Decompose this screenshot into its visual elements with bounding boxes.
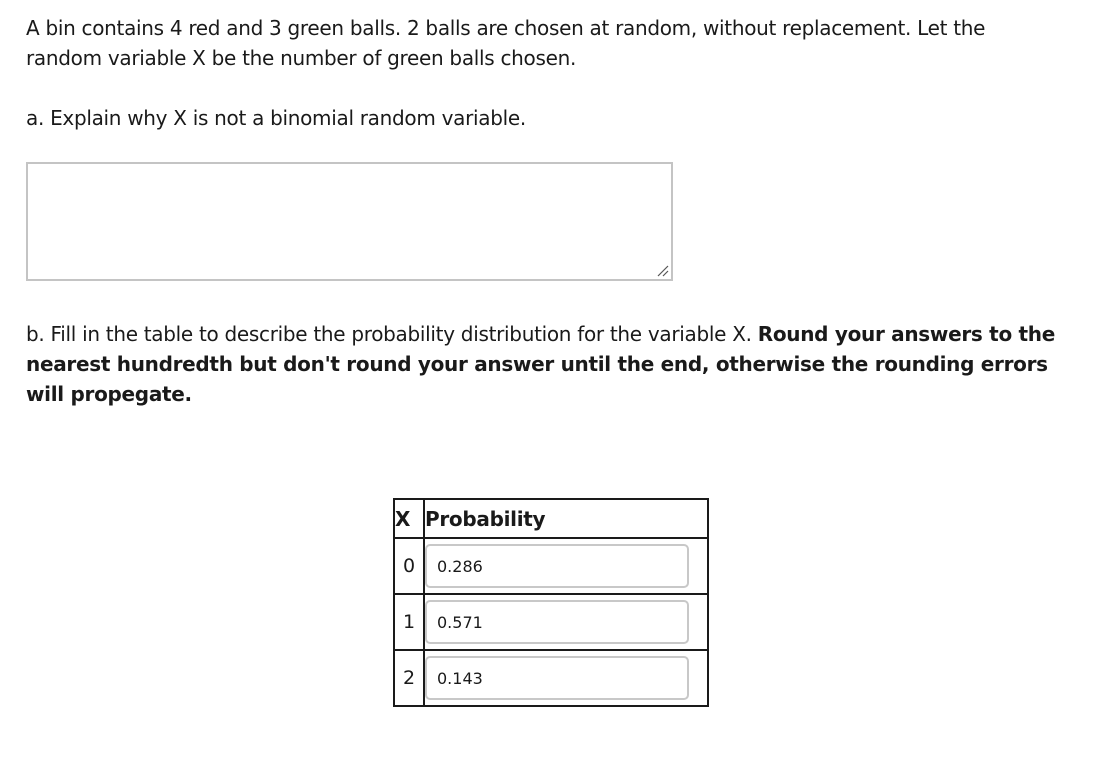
table-row — [394, 594, 708, 650]
part-b-prompt — [26, 319, 1066, 409]
question-intro: A bin contains 4 red and 3 green balls. 2 balls are chosen at random, without replacement. Let the random variable X be the number of green balls chosen. — [26, 16, 986, 70]
part-a-prompt: a. Explain why X is not a binomial random variable. — [26, 106, 526, 130]
probability-input-x2[interactable] — [425, 656, 689, 700]
table-header-row — [394, 499, 708, 538]
probability-cell — [424, 538, 708, 594]
x-value: 1 — [394, 594, 424, 650]
header-x: X — [394, 499, 424, 538]
resize-grip-icon[interactable] — [655, 263, 669, 277]
header-probability: Probability — [424, 499, 708, 538]
table-row — [394, 650, 708, 706]
part-b-rounding-note: Round your answers to the nearest hundredth but don't round your answer until the end, otherwise the rounding errors will propegate. — [26, 322, 1056, 406]
probability-cell — [424, 650, 708, 706]
probability-input-x1[interactable] — [425, 600, 689, 644]
probability-cell — [424, 594, 708, 650]
x-value: 0 — [394, 538, 424, 594]
table-row — [394, 538, 708, 594]
part-a-answer-box[interactable] — [26, 162, 673, 281]
probability-distribution-table — [393, 498, 709, 707]
part-b-instructions: b. Fill in the table to describe the probability distribution for the variable X. — [26, 322, 758, 346]
x-value: 2 — [394, 650, 424, 706]
part-a-answer-textarea[interactable] — [28, 164, 671, 279]
probability-input-x0[interactable] — [425, 544, 689, 588]
